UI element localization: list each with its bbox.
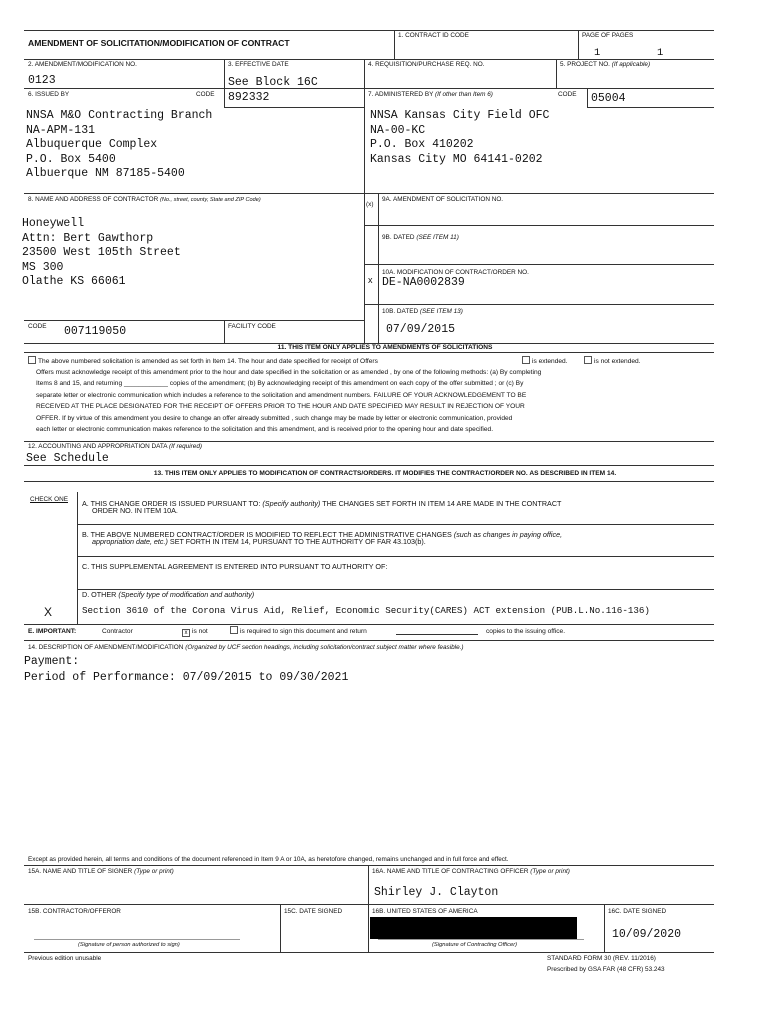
rule [24, 465, 714, 466]
checkbox-icon [28, 356, 36, 364]
text-line: Kansas City MO 64141-0202 [370, 152, 543, 166]
administered-by-code-label: CODE [558, 91, 577, 98]
text-line: RECEIVED AT THE PLACE DESIGNATED FOR THE RECEIPT OF OFFERS PRIOR TO THE HOUR AND DATE SPECIFIED MAY RESULT IN REJECTION OF YOUR [36, 403, 525, 411]
issued-by-code-label: CODE [196, 91, 215, 98]
copies-blank [396, 634, 478, 635]
signature-line [378, 939, 584, 940]
signature-officer-caption: (Signature of Contracting Officer) [432, 942, 518, 948]
rule [24, 640, 714, 641]
rule [24, 904, 714, 905]
rule [224, 107, 364, 108]
option-d-value: Section 3610 of the Corona Virus Aid, Relief, Economic Security(CARES) ACT extension (PUB.L.No.116-136) [82, 605, 650, 616]
block11-line1: The above numbered solicitation is amended as set forth in Item 14. The hour and date specified for receipt of Offers [28, 356, 378, 367]
contractor-offeror-label: 15B. CONTRACTOR/OFFEROR [28, 908, 121, 915]
text-line: separate letter or electronic communication which includes a reference to the solicitation and amendment numbers. FAILURE OF YOUR ACKNOWLEDGEMENT TO BE [36, 391, 527, 399]
contractor-label: 8. NAME AND ADDRESS OF CONTRACTOR (No., street, county, State and ZIP Code) [28, 196, 261, 203]
text-line: Attn: Bert Gawthorp [22, 231, 154, 245]
rule [24, 481, 714, 482]
rule [77, 524, 714, 525]
checkbox-icon [584, 356, 592, 364]
requisition-no-label: 4. REQUISITION/PURCHASE REQ. NO. [368, 61, 485, 68]
page-label: PAGE OF PAGES [582, 32, 634, 39]
checkbox-icon [522, 356, 530, 364]
rule [77, 492, 78, 624]
rule [364, 225, 714, 226]
rule [587, 88, 588, 107]
block11-title: 11. THIS ITEM ONLY APPLIES TO AMENDMENTS OF SOLICITATIONS [277, 344, 493, 351]
rule [77, 556, 714, 557]
contractor-code-label: CODE [28, 323, 47, 330]
contract-id-label: 1. CONTRACT ID CODE [398, 32, 469, 39]
officer-date-signed-label: 16C. DATE SIGNED [608, 908, 667, 915]
check-one-label: CHECK ONE [30, 496, 68, 503]
rule [394, 30, 395, 59]
rule [24, 952, 714, 953]
rule [24, 624, 714, 625]
text-line: P.O. Box 5400 [26, 152, 116, 166]
option-a: A. THIS CHANGE ORDER IS ISSUED PURSUANT TO: (Specify authority) THE CHANGES SET FORTH IN ITEM 14 ARE MADE IN THE CONTRACT [82, 499, 562, 508]
rule [24, 30, 714, 31]
rule [224, 320, 225, 343]
redacted-signature [370, 917, 577, 939]
text-line: NA-00-KC [370, 123, 426, 137]
effective-date-label: 3. EFFECTIVE DATE [228, 61, 289, 68]
accounting-label: 12. ACCOUNTING AND APPROPRIATION DATA (If required) [28, 443, 203, 450]
text-line: Items 8 and 15, and returning ____________ copies of the amendment; (b) By acknowledging receipt of this amendment on each copy of the offer submitted ; or (c) By [36, 380, 524, 388]
modification-no-value: DE-NA0002839 [382, 276, 465, 289]
issued-by-label: 6. ISSUED BY [28, 91, 70, 98]
rule [24, 88, 714, 89]
project-no-label: 5. PROJECT NO. (If applicable) [560, 61, 651, 68]
description-label: 14. DESCRIPTION OF AMENDMENT/MODIFICATION (Organized by UCF section headings, including solicitation/contract subject matter where feasible.) [28, 644, 464, 651]
option-b-line2: appropriation date, etc.) SET FORTH IN ITEM 14, PURSUANT TO THE AUTHORITY OF FAR 43.103(b). [92, 537, 426, 546]
rule [378, 193, 379, 343]
text-line: Period of Performance: 07/09/2015 to 09/30/2021 [24, 671, 349, 684]
amendment-no-label: 2. AMENDMENT/MODIFICATION NO. [28, 61, 137, 68]
text-line: NNSA Kansas City Field OFC [370, 109, 550, 122]
text-line: Offers must acknowledge receipt of this amendment prior to the hour and date specified in the solicitation or as amended , by one of the following methods: (a) By completing [36, 369, 542, 376]
text-line: Honeywell [22, 217, 85, 230]
contractor-address [22, 217, 181, 290]
solicitation-dated-label: 9B. DATED (SEE ITEM 11) [382, 234, 459, 241]
accounting-value: See Schedule [26, 452, 109, 465]
page-number: 1 [594, 47, 601, 59]
signer-name-label: 15A. NAME AND TITLE OF SIGNER (Type or print) [28, 868, 174, 875]
administered-by-code: 05004 [591, 92, 626, 105]
rule [24, 441, 714, 442]
important-label: E. IMPORTANT: [28, 628, 77, 635]
amendment-no-value: 0123 [28, 74, 56, 87]
issued-by-address [26, 109, 212, 182]
modification-dated-value: 07/09/2015 [386, 323, 456, 336]
x-column-label: (x) [366, 201, 374, 208]
modification-check-mark: x [368, 275, 373, 285]
rule [24, 193, 714, 194]
option-d-check-mark: X [44, 605, 53, 619]
rule [368, 865, 369, 952]
usa-label: 16B. UNITED STATES OF AMERICA [372, 908, 478, 915]
solicitation-no-label: 9A. AMENDMENT OF SOLICITATION NO. [382, 196, 504, 203]
rule [364, 193, 365, 343]
text-line: Payment: [24, 655, 80, 668]
rule [578, 30, 579, 59]
rule [280, 904, 281, 952]
signature-line [34, 939, 240, 940]
checkbox-icon [230, 626, 238, 634]
facility-code-label: FACILITY CODE [228, 323, 276, 330]
is-not-option: x is not [182, 626, 208, 637]
except-statement: Except as provided herein, all terms and conditions of the document referenced in Item 9 A or 10A, as heretofore changed, remains unchanged and in full force and effect. [28, 856, 509, 863]
not-extended-option: is not extended. [584, 356, 641, 367]
block11-text [36, 367, 541, 435]
text-line: OFFER. If by virtue of this amendment you desire to change an offer already submitted , such change may be made by letter or electronic communication, provided [36, 414, 513, 422]
description-text [24, 654, 348, 686]
text-line: NA-APM-131 [26, 123, 96, 137]
copies-text: copies to the issuing office. [486, 628, 566, 635]
option-b: B. THE ABOVE NUMBERED CONTRACT/ORDER IS MODIFIED TO REFLECT THE ADMINISTRATIVE CHANGES (such as changes in paying office, [82, 530, 563, 539]
officer-name-label: 16A. NAME AND TITLE OF CONTRACTING OFFICER (Type or print) [372, 868, 570, 875]
administered-by-label: 7. ADMINISTERED BY (If other than Item 6) [368, 91, 493, 98]
rule [604, 904, 605, 952]
page-total: 1 [657, 47, 664, 59]
text-line: P.O. Box 410202 [370, 138, 474, 151]
rule [24, 352, 714, 353]
option-a-line2: ORDER NO. IN ITEM 10A. [92, 506, 178, 515]
modification-dated-label: 10B. DATED (SEE ITEM 13) [382, 308, 463, 315]
prescribed-by: Prescribed by GSA FAR (48 CFR) 53.243 [547, 966, 665, 973]
rule [587, 107, 714, 108]
previous-edition: Previous edition unusable [28, 955, 102, 962]
text-line: each letter or electronic communication makes reference to the solicitation and this amendment, and is received prior to the opening hour and date specified. [36, 426, 494, 434]
text-line: MS 300 [22, 260, 64, 274]
administered-by-address [370, 109, 549, 167]
rule [364, 59, 365, 201]
text-line: NNSA M&O Contracting Branch [26, 109, 213, 122]
form-title: AMENDMENT OF SOLICITATION/MODIFICATION OF CONTRACT [28, 38, 290, 48]
rule [364, 264, 714, 265]
issued-by-code: 892332 [228, 91, 270, 104]
rule [224, 59, 225, 107]
rule [24, 865, 714, 866]
option-d: D. OTHER (Specify type of modification and authority) [82, 590, 255, 599]
option-c: C. THIS SUPPLEMENTAL AGREEMENT IS ENTERED INTO PURSUANT TO AUTHORITY OF: [82, 562, 388, 571]
contractor-date-signed-label: 15C. DATE SIGNED [284, 908, 343, 915]
text-line: 23500 West 105th Street [22, 246, 181, 259]
block13-title: 13. THIS ITEM ONLY APPLIES TO MODIFICATION OF CONTRACTS/ORDERS. IT MODIFIES THE CONTRACT/ORDER NO. AS DESCRIBED IN ITEM 14. [153, 470, 617, 477]
text-line: Albuquerque Complex [26, 138, 158, 151]
extended-option: is extended. [522, 356, 568, 367]
rule [556, 59, 557, 88]
rule [364, 304, 714, 305]
contractor-code: 007119050 [64, 325, 127, 338]
effective-date-value: See Block 16C [228, 76, 318, 89]
contractor-word: Contractor [102, 628, 133, 635]
modification-no-label: 10A. MODIFICATION OF CONTRACT/ORDER NO. [382, 269, 529, 276]
officer-date-signed-value: 10/09/2020 [612, 928, 682, 941]
signature-person-caption: (Signature of person authorized to sign) [78, 942, 180, 948]
officer-name-value: Shirley J. Clayton [374, 886, 499, 899]
rule [24, 59, 714, 60]
checked-checkbox-icon: x [182, 629, 190, 637]
is-required-option: is required to sign this document and return [230, 626, 367, 637]
text-line: Olathe KS 66061 [22, 275, 126, 288]
text-line: Albuerque NM 87185-5400 [26, 167, 185, 180]
standard-form: STANDARD FORM 30 (REV. 11/2016) [547, 955, 656, 962]
rule [24, 320, 364, 321]
